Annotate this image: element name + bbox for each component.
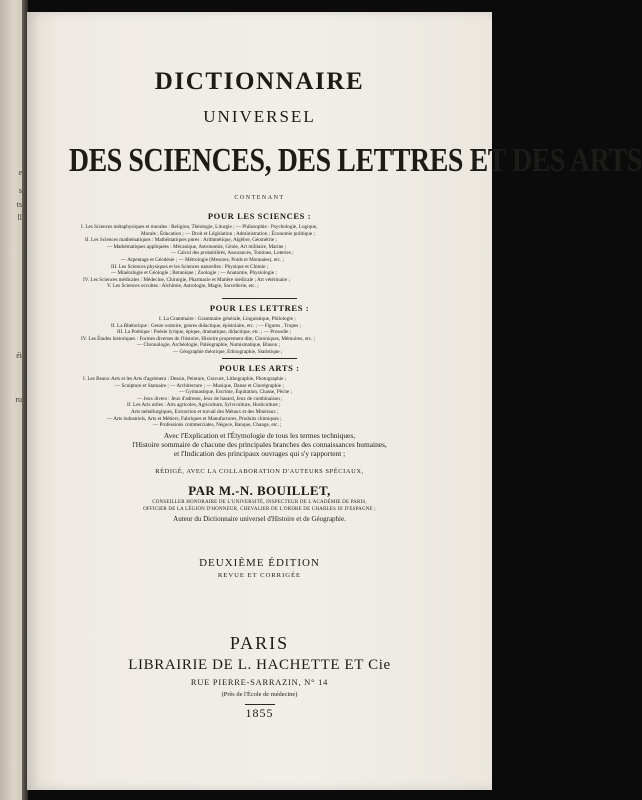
- sciences-heading: POUR LES SCIENCES :: [207, 211, 312, 221]
- left-page-edge: [0, 0, 24, 800]
- lettres-heading: POUR LES LETTRES :: [209, 303, 310, 313]
- lettres-line: III. La Poétique : Poésie lyrique, épique, dramatique, didactique, etc. ; — Prosodie ;: [117, 329, 292, 336]
- avec-line: et l'Indication des principaux ouvrages qui s'y rapportent ;: [173, 449, 346, 458]
- lettres-line: — Géographie théorique, Ethnographie, Statistique ;: [173, 348, 283, 355]
- lettres-line: IV. Les Études historiques : Formes diverses de l'histoire, Histoire proprement dite, Chroniques, Mémoires, etc. ;: [81, 335, 316, 342]
- left-page-fragment: e: [18, 168, 22, 177]
- author-bio-line: CONSEILLER HONORAIRE DE L'UNIVERSITÉ, INSPECTEUR DE L'ACADÉMIE DE PARIS,: [152, 500, 367, 505]
- sciences-line: IV. Les Sciences médicales : Médecine, Chirurgie, Pharmacie et Matière médicale ; Art vétérinaire ;: [83, 276, 291, 283]
- sciences-line: V. Les Sciences occultes : Alchimie, Astrologie, Magie, Sorcellerie, etc. ;: [107, 283, 259, 290]
- contenant-label: CONTENANT: [234, 195, 285, 201]
- lettres-line: II. La Rhétorique : Genre oratoire, genres didactique, épistolaire, etc. ; — Figures , Tropes ;: [111, 322, 302, 329]
- lettres-line: — Chronologie, Archéologie, Paléographie, Numismatique, Blason ;: [137, 342, 280, 349]
- avec-line: Avec l'Explication et l'Étymologie de tous les termes techniques,: [163, 431, 356, 440]
- arts-heading: POUR LES ARTS :: [219, 363, 300, 373]
- imprint-publisher: LIBRAIRIE DE L. HACHETTE ET Cie: [128, 657, 391, 673]
- imprint-street: RUE PIERRE-SARRAZIN, N° 14: [190, 678, 329, 687]
- arts-line: — Jeux divers : Jeux d'adresse, Jeux de hasard, Jeux de combinaison ;: [137, 395, 283, 402]
- arts-line: — Gymnastique, Escrime, Équitation, Chasse, Pêche ;: [179, 389, 292, 396]
- sciences-line: — Arpentage et Géodésie ; — Métrologie (Mesures, Poids et Monnaies), etc. ;: [121, 256, 284, 263]
- revision-label: REVUE ET CORRIGÉE: [217, 572, 302, 579]
- arts-line: — Arts industriels, Arts et Métiers, Fabriques et Manufactures, Produits chimiques ;: [107, 415, 282, 422]
- lettres-list: [81, 316, 441, 356]
- divider: [222, 298, 297, 299]
- title-line-1: DICTIONNAIRE: [154, 68, 365, 95]
- sciences-line: I. Les Sciences métaphysiques et morales : Religion, Théologie, Liturgie ; — Philosophie : Psychologie, Logique,: [81, 224, 318, 230]
- divider: [245, 704, 275, 705]
- arts-line: Arts métallurgiques, Extraction et travail des Métaux et des Minéraux ;: [131, 408, 279, 415]
- imprint-year: 1855: [245, 706, 274, 720]
- title-line-2: UNIVERSEL: [203, 107, 316, 126]
- imprint-city: PARIS: [229, 633, 290, 653]
- author-works-line: Auteur du Dictionnaire universel d'Histoire et de Géographie.: [173, 515, 346, 523]
- left-page-fragment: ts: [16, 200, 22, 209]
- left-page-fragment: s: [18, 186, 22, 195]
- title-line-3: DES SCIENCES, DES LETTRES ET DES ARTS: [68, 142, 642, 179]
- left-page-fragment: ru: [15, 395, 22, 404]
- left-page-fragment: ll: [17, 213, 22, 222]
- author-name: PAR M.-N. BOUILLET,: [188, 483, 331, 498]
- sciences-line: — Minéralogie et Géologie ; Botanique ; Zoologie ; — Anatomie, Physiologie ;: [111, 270, 277, 277]
- sciences-list: [81, 224, 441, 290]
- left-page-fragment: éi: [16, 351, 22, 360]
- redige-line: RÉDIGÉ, AVEC LA COLLABORATION D'AUTEURS SPÉCIAUX,: [155, 468, 364, 475]
- avec-line: l'Histoire sommaire de chacune des principales branches des connaissances humaines,: [132, 440, 387, 449]
- edition-label: DEUXIÈME ÉDITION: [199, 557, 320, 569]
- sciences-line: — Calcul des probabilités, Assurances, Tontines, Loteries ;: [171, 250, 294, 257]
- arts-list: [81, 376, 441, 429]
- arts-line: II. Les Arts utiles : Arts agricoles, Agriculture, Sylviculture, Horticulture ;: [127, 402, 281, 409]
- arts-line: I. Les Beaux-Arts et les Arts d'agrément : Dessin, Peinture, Gravure, Lithographie, Photographie ;: [83, 376, 287, 382]
- author-bio-line: OFFICIER DE LA LÉGION D'HONNEUR, CHEVALIER DE L'ORDRE DE CHARLES III D'ESPAGNE ;: [143, 507, 376, 512]
- imprint-near: (Près de l'École de médecine): [221, 691, 298, 698]
- title-page: [27, 12, 642, 790]
- arts-line: — Sculpture et Statuaire ; — Architecture ; — Musique, Danse et Chorégraphie ;: [115, 382, 284, 389]
- arts-line: — Professions commerciales, Négoce, Banque, Change, etc. ;: [153, 422, 282, 429]
- divider: [222, 358, 297, 359]
- sciences-line: — Mathématiques appliquées : Mécanique, Astronomie, Génie, Art militaire, Marine ;: [107, 243, 287, 250]
- sciences-line: Morale ; Éducation ; — Droit et Législation ; Administration ; Économie politique ;: [141, 230, 315, 237]
- sciences-line: II. Les Sciences mathématiques : Mathématiques pures : Arithmétique, Algèbre, Géométrie ;: [85, 237, 277, 244]
- sciences-line: III. Les Sciences physiques et les Sciences naturelles : Physique et Chimie ;: [111, 263, 269, 270]
- lettres-line: I. La Grammaire : Grammaire générale, Linguistique, Philologie ;: [159, 316, 296, 322]
